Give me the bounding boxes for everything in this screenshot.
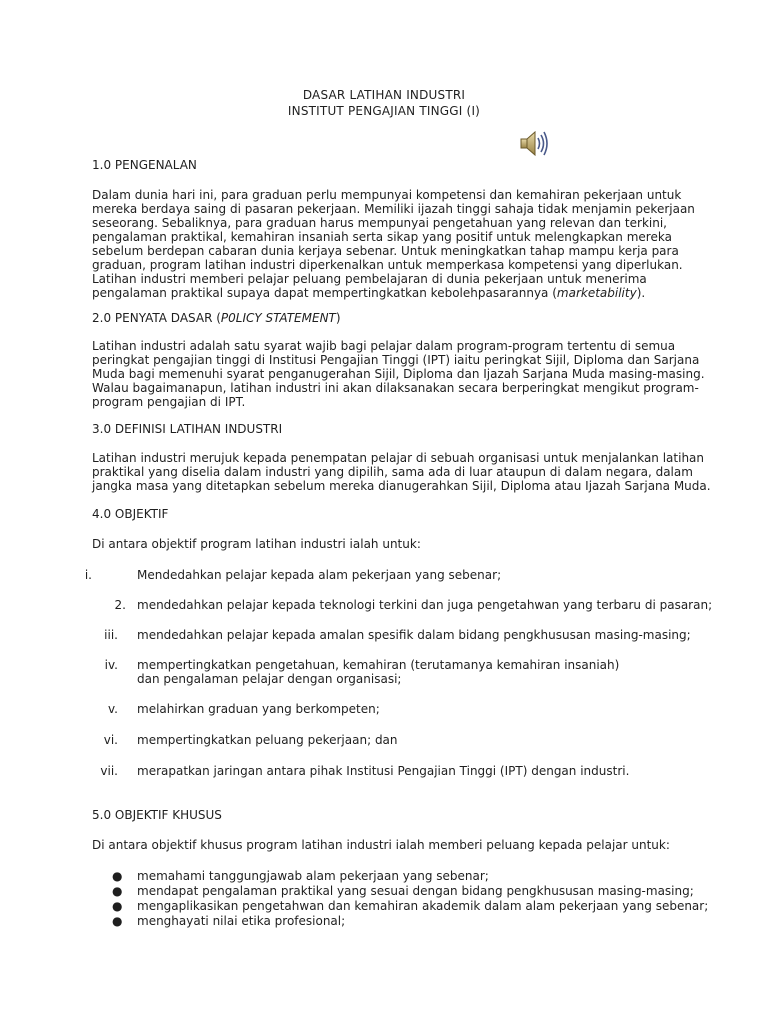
list-item-number: i. bbox=[84, 568, 92, 582]
speaker-icon[interactable] bbox=[518, 128, 552, 158]
list-item-number: vi. bbox=[103, 733, 118, 747]
list-item-number: 2. bbox=[114, 598, 126, 612]
section-body-penyata-dasar: Latihan industri adalah satu syarat wajib bagi pelajar dalam program-program tertentu di semua peringkat pengajian tinggi di Institusi Pengajian Tinggi (IPT) iaitu peringkat Sijil, Diploma dan Sarjana Muda bagi memenuhi syarat penganugerahan Sijil, Diploma dan Ijazah Sarjana Muda masing-masing. Walau bagaimanapun, latihan industri ini akan dilaksanakan secara berperingkat mengikut program-program pengajian di IPT. bbox=[92, 339, 705, 409]
section-heading-definisi: 3.0 DEFINISI LATIHAN INDUSTRI bbox=[92, 422, 283, 436]
section-body-pengenalan: Dalam dunia hari ini, para graduan perlu mempunyai kompetensi dan kemahiran pekerjaan untuk mereka berdaya saing di pasaran pekerjaan. Memiliki ijazah tinggi sahaja tidak menjamin pekerjaan seseorang. Sebaliknya, para graduan harus mempunyai pengetahuan yang relevan dan terkini, pengalaman praktikal, kemahiran insaniah serta sikap yang positif untuk melengkapkan mereka sebelum berdepan cabaran dunia kerjaya sebenar. Untuk meningkatkan tahap mampu kerja para graduan, program latihan industri diperkenalkan untuk memperkasa kompetensi yang diperlukan. Latihan industri memberi pelajar peluang pembelajaran di dunia pekerjaan untuk menerima pengalaman praktikal supaya dapat mempertingkatkan kebolehpasarannya (marketability). bbox=[92, 188, 695, 300]
objektif-khusus-intro: Di antara objektif khusus program latihan industri ialah memberi peluang kepada pelajar untuk: bbox=[92, 838, 670, 852]
list-item-number: vii. bbox=[100, 764, 118, 778]
document-subtitle: INSTITUT PENGAJIAN TINGGI (I) bbox=[287, 104, 481, 118]
bullet-item: mendapat pengalaman praktikal yang sesuai dengan bidang pengkhususan masing-masing; bbox=[137, 884, 694, 898]
section-heading-objektif: 4.0 OBJEKTIF bbox=[92, 507, 169, 521]
list-item: mendedahkan pelajar kepada teknologi terkini dan juga pengetahwan yang terbaru di pasaran; bbox=[137, 598, 713, 612]
list-item-number: v. bbox=[108, 702, 118, 716]
bullet-icon: ● bbox=[112, 914, 123, 928]
section-heading-pengenalan: 1.0 PENGENALAN bbox=[92, 158, 197, 172]
list-item: mempertingkatkan peluang pekerjaan; dan bbox=[137, 733, 398, 747]
bullet-item: menghayati nilai etika profesional; bbox=[137, 914, 346, 928]
list-item: mempertingkatkan pengetahuan, kemahiran (terutamanya kemahiran insaniah) dan pengalaman pelajar dengan organisasi; bbox=[137, 658, 620, 686]
list-item: merapatkan jaringan antara pihak Institusi Pengajian Tinggi (IPT) dengan industri. bbox=[137, 764, 630, 778]
bullet-item: mengaplikasikan pengetahwan dan kemahiran akademik dalam alam pekerjaan yang sebenar; bbox=[137, 899, 709, 913]
list-item: melahirkan graduan yang berkompeten; bbox=[137, 702, 380, 716]
objektif-intro: Di antara objektif program latihan industri ialah untuk: bbox=[92, 537, 421, 551]
bullet-item: memahami tanggungjawab alam pekerjaan yang sebenar; bbox=[137, 869, 489, 883]
bullet-icon: ● bbox=[112, 899, 123, 913]
list-item-number: iii. bbox=[104, 628, 118, 642]
list-item: Mendedahkan pelajar kepada alam pekerjaan yang sebenar; bbox=[137, 568, 502, 582]
list-item: mendedahkan pelajar kepada amalan spesifik dalam bidang pengkhususan masing-masing; bbox=[137, 628, 691, 642]
list-item-number: iv. bbox=[104, 658, 118, 672]
section-heading-objektif-khusus: 5.0 OBJEKTIF KHUSUS bbox=[92, 808, 222, 822]
bullet-icon: ● bbox=[112, 884, 123, 898]
section-heading-penyata-dasar: 2.0 PENYATA DASAR (P0LICY STATEMENT) bbox=[92, 311, 341, 325]
section-body-definisi: Latihan industri merujuk kepada penempatan pelajar di sebuah organisasi untuk menjalankan latihan praktikal yang diselia dalam industri yang dipilih, sama ada di luar ataupun di dalam negara, dalam jangka masa yang ditetapkan sebelum mereka dianugerahkan Sijil, Diploma atau Ijazah Sarjana Muda. bbox=[92, 451, 711, 493]
bullet-icon: ● bbox=[112, 869, 123, 883]
document-title: DASAR LATIHAN INDUSTRI bbox=[302, 88, 466, 102]
